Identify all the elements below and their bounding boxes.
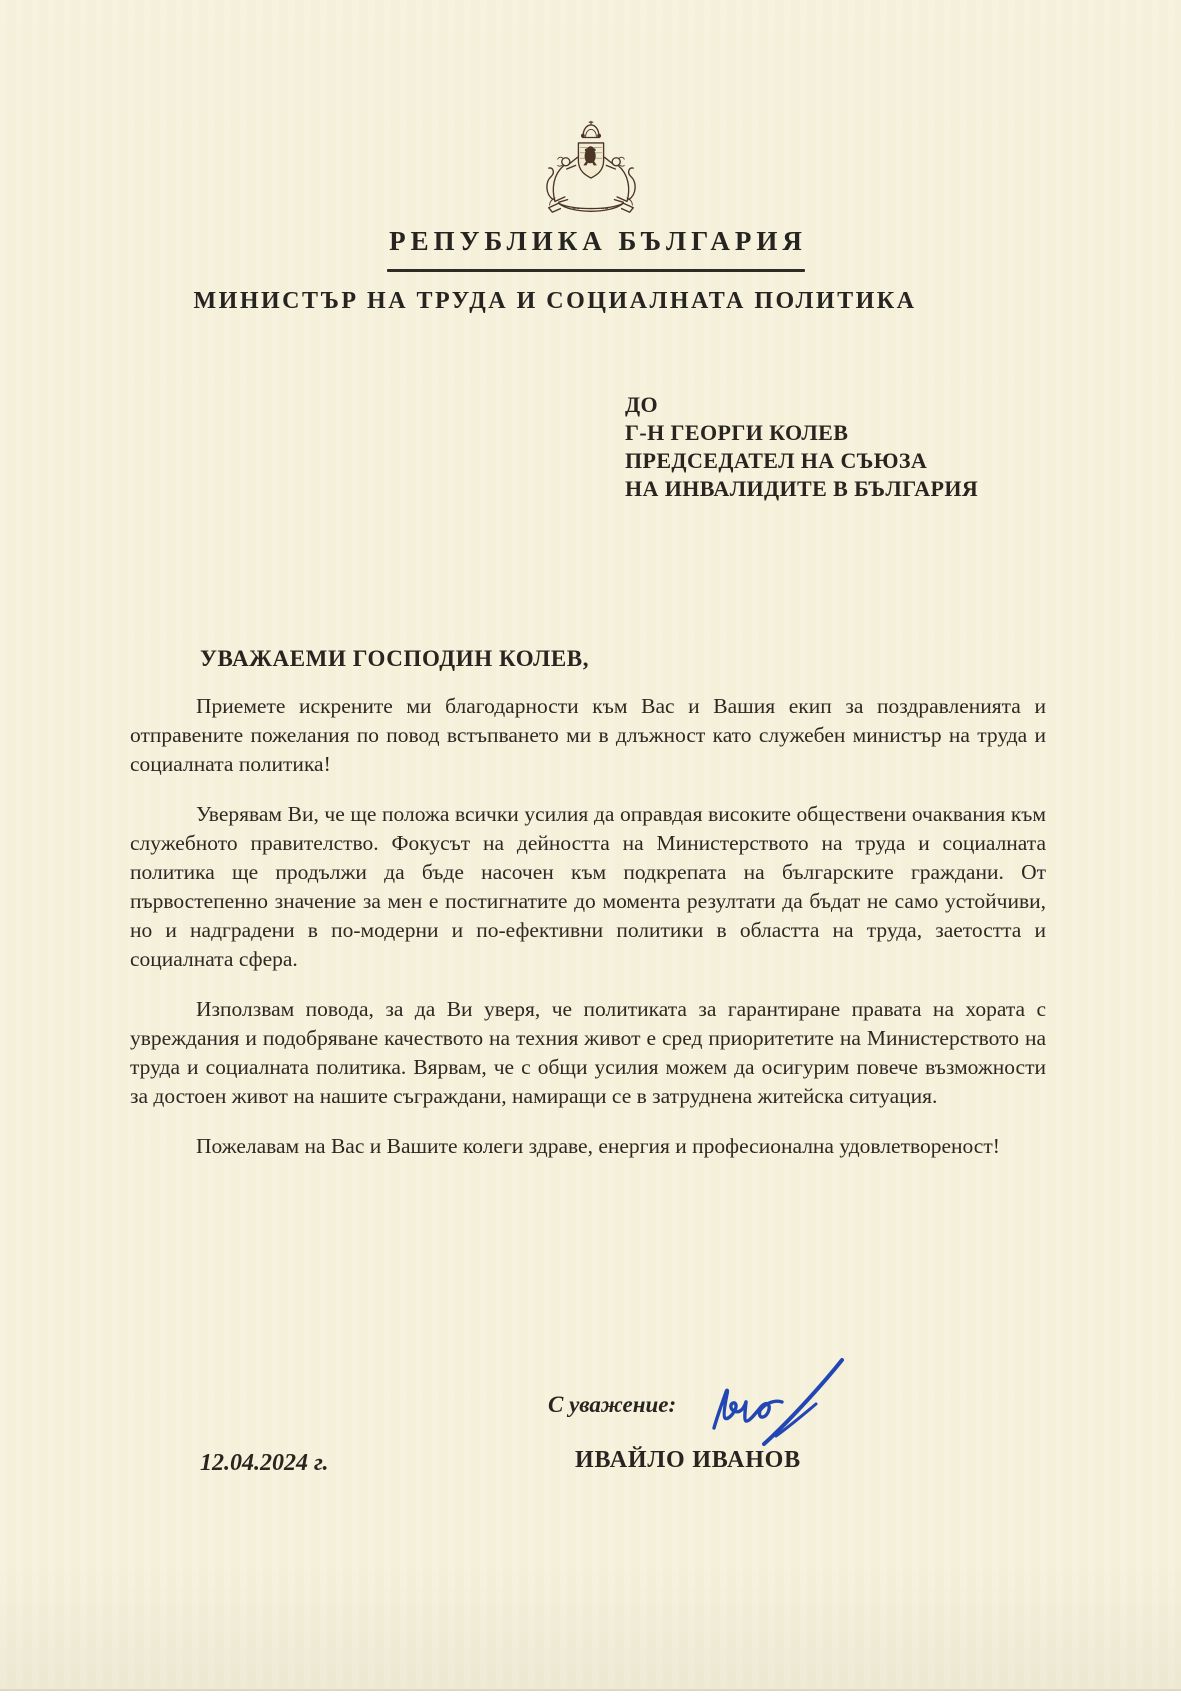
body-paragraph-4: Пожелавам на Вас и Вашите колеги здраве, енергия и професионална удовлетвореност! [196,1134,1000,1158]
recipient-line-name: Г-Н ГЕОРГИ КОЛЕВ [625,420,849,445]
valediction: С уважение: [548,1392,677,1417]
body-paragraph-3: Използвам повода, за да Ви уверя, че политиката за гарантиране правата на хората с увреждания и подобряване качеството на техния живот е сред приоритетите на Министерството на труда и социалната политика. Вярвам, че с общи усилия можем да осигурим повече възможности за достоен живот на нашите съграждани, намиращи се в затруднена житейска ситуация. [130,997,1046,1108]
body-paragraph-1: Приемете искрените ми благодарности към Вас и Вашия екип за поздравленията и отправените пожелания по повод встъпването ми в длъжност като служебен министър на труда и социалната политика! [130,694,1046,776]
republic-title: РЕПУБЛИКА БЪЛГАРИЯ [389,226,807,256]
recipient-line-title2: НА ИНВАЛИДИТЕ В БЪЛГАРИЯ [625,476,979,501]
bulgarian-coat-of-arms-icon [528,118,654,220]
recipient-block [625,391,978,503]
letter-body [130,692,1046,1182]
signatory-name: ИВАЙЛО ИВАНОВ [575,1447,801,1473]
letterhead-rule [387,269,805,272]
scan-bottom-edge [0,1689,1181,1697]
recipient-line-to: ДО [625,392,659,417]
minister-title: МИНИСТЪР НА ТРУДА И СОЦИАЛНАТА ПОЛИТИКА [193,288,917,314]
salutation: УВАЖАЕМИ ГОСПОДИН КОЛЕВ, [200,646,590,671]
handwritten-signature-icon [700,1332,858,1450]
letter-date: 12.04.2024 г. [200,1450,329,1476]
body-paragraph-2: Уверявам Ви, че ще положа всички усилия да оправдая високите обществени очаквания към служебното правителство. Фокусът на дейността на Министерството на труда и социалната политика ще продължи да бъде насочен към подкрепата на българските граждани. От първостепенно значение за мен е постигнатите до момента резултати да бъдат не само устойчиви, но и надградени в по-модерни и по-ефективни политики в областта на труда, заетостта и социалната сфера. [130,802,1046,971]
recipient-line-title1: ПРЕДСЕДАТЕЛ НА СЪЮЗА [625,448,928,473]
